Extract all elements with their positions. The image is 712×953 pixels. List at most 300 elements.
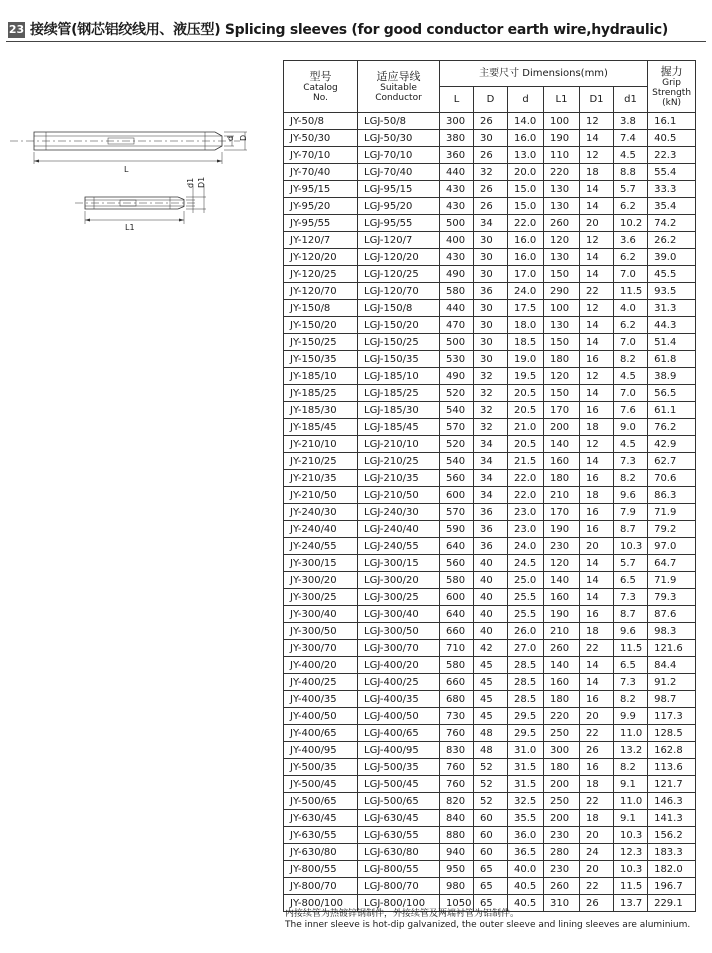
label-L: L — [124, 165, 129, 174]
table-row — [284, 470, 696, 487]
label-D1: D1 — [197, 176, 206, 188]
table-row — [284, 640, 696, 657]
cell-L: 490 — [440, 368, 474, 385]
cell-catalog: JY-300/40 — [284, 606, 358, 623]
cell-L: 520 — [440, 436, 474, 453]
cell-D1: 16 — [580, 606, 614, 623]
cell-D: 30 — [474, 130, 508, 147]
cell-L1: 170 — [544, 402, 580, 419]
cell-D1: 14 — [580, 249, 614, 266]
cell-L1: 190 — [544, 606, 580, 623]
cell-d1: 6.2 — [614, 317, 648, 334]
cell-L1: 230 — [544, 538, 580, 555]
cell-catalog: JY-300/25 — [284, 589, 358, 606]
cell-d1: 11.0 — [614, 725, 648, 742]
cell-d1: 4.5 — [614, 147, 648, 164]
cell-grip: 84.4 — [648, 657, 696, 674]
cell-d1: 8.8 — [614, 164, 648, 181]
cell-D1: 16 — [580, 351, 614, 368]
cell-grip: 162.8 — [648, 742, 696, 759]
table-row — [284, 861, 696, 878]
cell-L1: 100 — [544, 113, 580, 130]
cell-d1: 6.5 — [614, 572, 648, 589]
cell-conductor: LGJ-185/10 — [358, 368, 440, 385]
cell-D: 40 — [474, 623, 508, 640]
cell-L: 440 — [440, 164, 474, 181]
cell-conductor: LGJ-120/25 — [358, 266, 440, 283]
cell-conductor: LGJ-300/70 — [358, 640, 440, 657]
cell-d: 29.5 — [508, 725, 544, 742]
cell-L: 430 — [440, 181, 474, 198]
cell-D: 52 — [474, 759, 508, 776]
drawing-labels — [124, 135, 248, 232]
cell-D1: 20 — [580, 861, 614, 878]
cell-grip: 183.3 — [648, 844, 696, 861]
cell-d1: 11.5 — [614, 640, 648, 657]
cell-D: 30 — [474, 317, 508, 334]
cell-L: 660 — [440, 623, 474, 640]
cell-d1: 9.6 — [614, 487, 648, 504]
cell-grip: 42.9 — [648, 436, 696, 453]
cell-d1: 9.1 — [614, 810, 648, 827]
cell-D1: 14 — [580, 572, 614, 589]
cell-d: 16.0 — [508, 130, 544, 147]
cell-catalog: JY-70/40 — [284, 164, 358, 181]
header-grip — [648, 61, 696, 113]
cell-d: 36.0 — [508, 827, 544, 844]
cell-L: 640 — [440, 538, 474, 555]
cell-D1: 22 — [580, 878, 614, 895]
cell-d1: 7.6 — [614, 402, 648, 419]
cell-catalog: JY-240/40 — [284, 521, 358, 538]
cell-d1: 10.3 — [614, 827, 648, 844]
cell-L: 430 — [440, 198, 474, 215]
cell-D1: 14 — [580, 334, 614, 351]
cell-d: 32.5 — [508, 793, 544, 810]
cell-D: 48 — [474, 742, 508, 759]
cell-D1: 16 — [580, 470, 614, 487]
cell-L1: 100 — [544, 300, 580, 317]
cell-d: 17.0 — [508, 266, 544, 283]
cell-conductor: LGJ-800/100 — [358, 895, 440, 912]
cell-D: 45 — [474, 657, 508, 674]
cell-D1: 18 — [580, 419, 614, 436]
cell-L1: 210 — [544, 623, 580, 640]
cell-d: 16.0 — [508, 249, 544, 266]
cell-L1: 140 — [544, 572, 580, 589]
table-row — [284, 606, 696, 623]
cell-grip: 71.9 — [648, 504, 696, 521]
cell-catalog: JY-240/30 — [284, 504, 358, 521]
cell-L1: 290 — [544, 283, 580, 300]
cell-L1: 310 — [544, 895, 580, 912]
cell-d1: 6.2 — [614, 198, 648, 215]
cell-catalog: JY-120/7 — [284, 232, 358, 249]
cell-grip: 182.0 — [648, 861, 696, 878]
cell-L: 600 — [440, 487, 474, 504]
cell-d: 18.5 — [508, 334, 544, 351]
cell-grip: 51.4 — [648, 334, 696, 351]
cell-L1: 230 — [544, 827, 580, 844]
cell-D1: 22 — [580, 725, 614, 742]
cell-conductor: LGJ-800/55 — [358, 861, 440, 878]
cell-D1: 14 — [580, 181, 614, 198]
cell-grip: 62.7 — [648, 453, 696, 470]
cell-d: 23.0 — [508, 521, 544, 538]
cell-D1: 16 — [580, 504, 614, 521]
cell-d1: 11.0 — [614, 793, 648, 810]
cell-conductor: LGJ-185/45 — [358, 419, 440, 436]
cell-L1: 160 — [544, 674, 580, 691]
cell-D1: 12 — [580, 300, 614, 317]
cell-grip: 146.3 — [648, 793, 696, 810]
cell-conductor: LGJ-120/20 — [358, 249, 440, 266]
section-header — [6, 20, 706, 42]
cell-catalog: JY-300/20 — [284, 572, 358, 589]
cell-L: 880 — [440, 827, 474, 844]
cell-conductor: LGJ-400/25 — [358, 674, 440, 691]
cell-L1: 200 — [544, 810, 580, 827]
cell-grip: 33.3 — [648, 181, 696, 198]
cell-conductor: LGJ-630/45 — [358, 810, 440, 827]
cell-grip: 156.2 — [648, 827, 696, 844]
cell-D1: 20 — [580, 708, 614, 725]
cell-D: 40 — [474, 606, 508, 623]
cell-conductor: LGJ-150/20 — [358, 317, 440, 334]
table-row — [284, 810, 696, 827]
cell-catalog: JY-50/8 — [284, 113, 358, 130]
cell-d1: 6.5 — [614, 657, 648, 674]
cell-conductor: LGJ-150/35 — [358, 351, 440, 368]
cell-D1: 26 — [580, 895, 614, 912]
cell-L: 940 — [440, 844, 474, 861]
cell-d: 28.5 — [508, 674, 544, 691]
cell-d1: 12.3 — [614, 844, 648, 861]
cell-L: 830 — [440, 742, 474, 759]
cell-conductor: LGJ-95/55 — [358, 215, 440, 232]
table-row — [284, 215, 696, 232]
cell-d: 28.5 — [508, 657, 544, 674]
cell-d: 15.0 — [508, 181, 544, 198]
cell-grip: 38.9 — [648, 368, 696, 385]
cell-grip: 117.3 — [648, 708, 696, 725]
cell-L1: 280 — [544, 844, 580, 861]
cell-d: 13.0 — [508, 147, 544, 164]
cell-D: 65 — [474, 878, 508, 895]
cell-D1: 14 — [580, 674, 614, 691]
cell-conductor: LGJ-400/20 — [358, 657, 440, 674]
cell-grip: 121.6 — [648, 640, 696, 657]
header-dimensions: 主要尺寸 Dimensions(mm) — [440, 61, 648, 87]
cell-grip: 16.1 — [648, 113, 696, 130]
cell-D: 36 — [474, 504, 508, 521]
cell-d: 40.5 — [508, 878, 544, 895]
cell-L: 580 — [440, 657, 474, 674]
table-row — [284, 351, 696, 368]
cell-d1: 7.9 — [614, 504, 648, 521]
cell-grip: 39.0 — [648, 249, 696, 266]
cell-catalog: JY-210/25 — [284, 453, 358, 470]
cell-grip: 98.3 — [648, 623, 696, 640]
cell-catalog: JY-150/35 — [284, 351, 358, 368]
cell-L: 380 — [440, 130, 474, 147]
cell-L: 490 — [440, 266, 474, 283]
table-row — [284, 759, 696, 776]
cell-L1: 160 — [544, 589, 580, 606]
cell-D1: 16 — [580, 691, 614, 708]
cell-d1: 8.7 — [614, 606, 648, 623]
cell-d1: 13.2 — [614, 742, 648, 759]
cell-D1: 12 — [580, 147, 614, 164]
cell-D1: 22 — [580, 640, 614, 657]
cell-L1: 180 — [544, 351, 580, 368]
cell-conductor: LGJ-240/55 — [358, 538, 440, 555]
cell-d: 35.5 — [508, 810, 544, 827]
cell-catalog: JY-120/20 — [284, 249, 358, 266]
cell-D1: 12 — [580, 232, 614, 249]
cell-d1: 10.3 — [614, 538, 648, 555]
cell-L: 500 — [440, 215, 474, 232]
cell-catalog: JY-500/45 — [284, 776, 358, 793]
cell-L: 980 — [440, 878, 474, 895]
cell-conductor: LGJ-95/15 — [358, 181, 440, 198]
label-D: D — [239, 134, 248, 141]
cell-d: 40.5 — [508, 895, 544, 912]
cell-catalog: JY-500/65 — [284, 793, 358, 810]
table-row — [284, 300, 696, 317]
cell-grip: 44.3 — [648, 317, 696, 334]
cell-D: 45 — [474, 691, 508, 708]
table-row — [284, 827, 696, 844]
cell-d1: 5.7 — [614, 555, 648, 572]
cell-d: 21.5 — [508, 453, 544, 470]
cell-d: 20.5 — [508, 385, 544, 402]
cell-d1: 9.1 — [614, 776, 648, 793]
outer-sleeve-drawing — [10, 132, 247, 164]
cell-grip: 196.7 — [648, 878, 696, 895]
header-grip-en2: Strength — [652, 87, 692, 98]
cell-L: 430 — [440, 249, 474, 266]
cell-conductor: LGJ-50/8 — [358, 113, 440, 130]
cell-D: 36 — [474, 521, 508, 538]
L-arrow-left — [34, 160, 39, 163]
cell-grip: 45.5 — [648, 266, 696, 283]
cell-grip: 121.7 — [648, 776, 696, 793]
cell-L1: 120 — [544, 555, 580, 572]
label-d: d — [226, 135, 235, 141]
cell-grip: 56.5 — [648, 385, 696, 402]
cell-D: 30 — [474, 334, 508, 351]
cell-L1: 140 — [544, 436, 580, 453]
cell-grip: 70.6 — [648, 470, 696, 487]
cell-catalog: JY-800/70 — [284, 878, 358, 895]
header-catalog — [284, 61, 358, 113]
header-D1: D1 — [580, 87, 614, 113]
cell-D: 34 — [474, 470, 508, 487]
cell-conductor: LGJ-500/65 — [358, 793, 440, 810]
table-row — [284, 708, 696, 725]
cell-L1: 140 — [544, 657, 580, 674]
cell-d: 31.5 — [508, 776, 544, 793]
table-row — [284, 317, 696, 334]
cell-grip: 61.8 — [648, 351, 696, 368]
cell-L: 680 — [440, 691, 474, 708]
table-row — [284, 725, 696, 742]
cell-L1: 150 — [544, 334, 580, 351]
cell-L1: 180 — [544, 470, 580, 487]
cell-grip: 91.2 — [648, 674, 696, 691]
cell-catalog: JY-400/20 — [284, 657, 358, 674]
cell-D: 52 — [474, 793, 508, 810]
header-L: L — [440, 87, 474, 113]
cell-d: 26.0 — [508, 623, 544, 640]
cell-catalog: JY-185/45 — [284, 419, 358, 436]
cell-d1: 5.7 — [614, 181, 648, 198]
cell-catalog: JY-630/80 — [284, 844, 358, 861]
cell-grip: 97.0 — [648, 538, 696, 555]
cell-d1: 13.7 — [614, 895, 648, 912]
cell-L: 470 — [440, 317, 474, 334]
cell-catalog: JY-70/10 — [284, 147, 358, 164]
cell-d1: 8.7 — [614, 521, 648, 538]
cell-d: 31.5 — [508, 759, 544, 776]
cell-conductor: LGJ-300/25 — [358, 589, 440, 606]
cell-D1: 12 — [580, 368, 614, 385]
cell-d: 20.5 — [508, 402, 544, 419]
cell-d: 24.0 — [508, 283, 544, 300]
header-conductor-en1: Suitable — [380, 82, 417, 93]
cell-d1: 10.3 — [614, 861, 648, 878]
cell-grip: 229.1 — [648, 895, 696, 912]
cell-conductor: LGJ-500/35 — [358, 759, 440, 776]
cell-D: 40 — [474, 555, 508, 572]
section-number-badge: 23 — [8, 23, 25, 36]
header-conductor-cn: 适应导线 — [376, 69, 421, 83]
cell-catalog: JY-630/55 — [284, 827, 358, 844]
cell-grip: 98.7 — [648, 691, 696, 708]
cell-D: 36 — [474, 283, 508, 300]
cell-D: 32 — [474, 402, 508, 419]
cell-D1: 18 — [580, 487, 614, 504]
cell-conductor: LGJ-400/35 — [358, 691, 440, 708]
cell-conductor: LGJ-300/20 — [358, 572, 440, 589]
cell-L1: 150 — [544, 385, 580, 402]
cell-D: 60 — [474, 827, 508, 844]
cell-conductor: LGJ-400/50 — [358, 708, 440, 725]
cell-D: 60 — [474, 810, 508, 827]
cell-conductor: LGJ-630/80 — [358, 844, 440, 861]
cell-D: 45 — [474, 674, 508, 691]
cell-d: 20.0 — [508, 164, 544, 181]
cell-conductor: LGJ-185/30 — [358, 402, 440, 419]
cell-L: 540 — [440, 402, 474, 419]
cell-grip: 79.3 — [648, 589, 696, 606]
cell-D1: 14 — [580, 198, 614, 215]
table-row — [284, 793, 696, 810]
table-row — [284, 402, 696, 419]
cell-d: 19.0 — [508, 351, 544, 368]
cell-catalog: JY-500/35 — [284, 759, 358, 776]
sleeve-technical-drawing — [10, 110, 250, 250]
cell-D: 30 — [474, 351, 508, 368]
cell-d: 22.0 — [508, 215, 544, 232]
cell-L: 300 — [440, 113, 474, 130]
cell-D: 65 — [474, 895, 508, 912]
cell-L1: 130 — [544, 249, 580, 266]
cell-grip: 93.5 — [648, 283, 696, 300]
cell-catalog: JY-630/45 — [284, 810, 358, 827]
cell-grip: 22.3 — [648, 147, 696, 164]
cell-conductor: LGJ-300/15 — [358, 555, 440, 572]
cell-D: 26 — [474, 147, 508, 164]
cell-catalog: JY-120/25 — [284, 266, 358, 283]
cell-L: 660 — [440, 674, 474, 691]
cell-d1: 4.0 — [614, 300, 648, 317]
cell-catalog: JY-95/15 — [284, 181, 358, 198]
cell-L: 440 — [440, 300, 474, 317]
cell-d1: 8.2 — [614, 351, 648, 368]
cell-catalog: JY-300/50 — [284, 623, 358, 640]
cell-L1: 120 — [544, 232, 580, 249]
table-row — [284, 266, 696, 283]
cell-D1: 14 — [580, 657, 614, 674]
cell-L: 580 — [440, 572, 474, 589]
cell-catalog: JY-300/15 — [284, 555, 358, 572]
table-row — [284, 521, 696, 538]
cell-D: 32 — [474, 368, 508, 385]
cell-D1: 14 — [580, 130, 614, 147]
cell-conductor: LGJ-210/25 — [358, 453, 440, 470]
header-L1: L1 — [544, 87, 580, 113]
cell-conductor: LGJ-800/70 — [358, 878, 440, 895]
table-row — [284, 198, 696, 215]
cell-conductor: LGJ-70/10 — [358, 147, 440, 164]
cell-D1: 14 — [580, 589, 614, 606]
header-conductor — [358, 61, 440, 113]
cell-L1: 230 — [544, 861, 580, 878]
cell-L: 640 — [440, 606, 474, 623]
cell-D: 34 — [474, 436, 508, 453]
table-row — [284, 691, 696, 708]
header-divider — [6, 41, 706, 42]
cell-D1: 22 — [580, 283, 614, 300]
cell-catalog: JY-400/25 — [284, 674, 358, 691]
cell-catalog: JY-300/70 — [284, 640, 358, 657]
table-row — [284, 436, 696, 453]
cell-d: 36.5 — [508, 844, 544, 861]
table-row — [284, 657, 696, 674]
cell-d1: 7.3 — [614, 674, 648, 691]
cell-d: 25.5 — [508, 606, 544, 623]
cell-L: 530 — [440, 351, 474, 368]
inner-sleeve-drawing — [75, 184, 206, 224]
cell-L1: 250 — [544, 725, 580, 742]
cell-conductor: LGJ-150/8 — [358, 300, 440, 317]
cell-conductor: LGJ-150/25 — [358, 334, 440, 351]
cell-d1: 7.3 — [614, 453, 648, 470]
cell-L: 590 — [440, 521, 474, 538]
cell-D1: 22 — [580, 793, 614, 810]
cell-D: 40 — [474, 572, 508, 589]
cell-d1: 9.9 — [614, 708, 648, 725]
cell-d: 24.0 — [508, 538, 544, 555]
table-row — [284, 419, 696, 436]
cell-grip: 31.3 — [648, 300, 696, 317]
label-L1: L1 — [125, 223, 135, 232]
cell-grip: 76.2 — [648, 419, 696, 436]
cell-conductor: LGJ-210/50 — [358, 487, 440, 504]
cell-L1: 300 — [544, 742, 580, 759]
